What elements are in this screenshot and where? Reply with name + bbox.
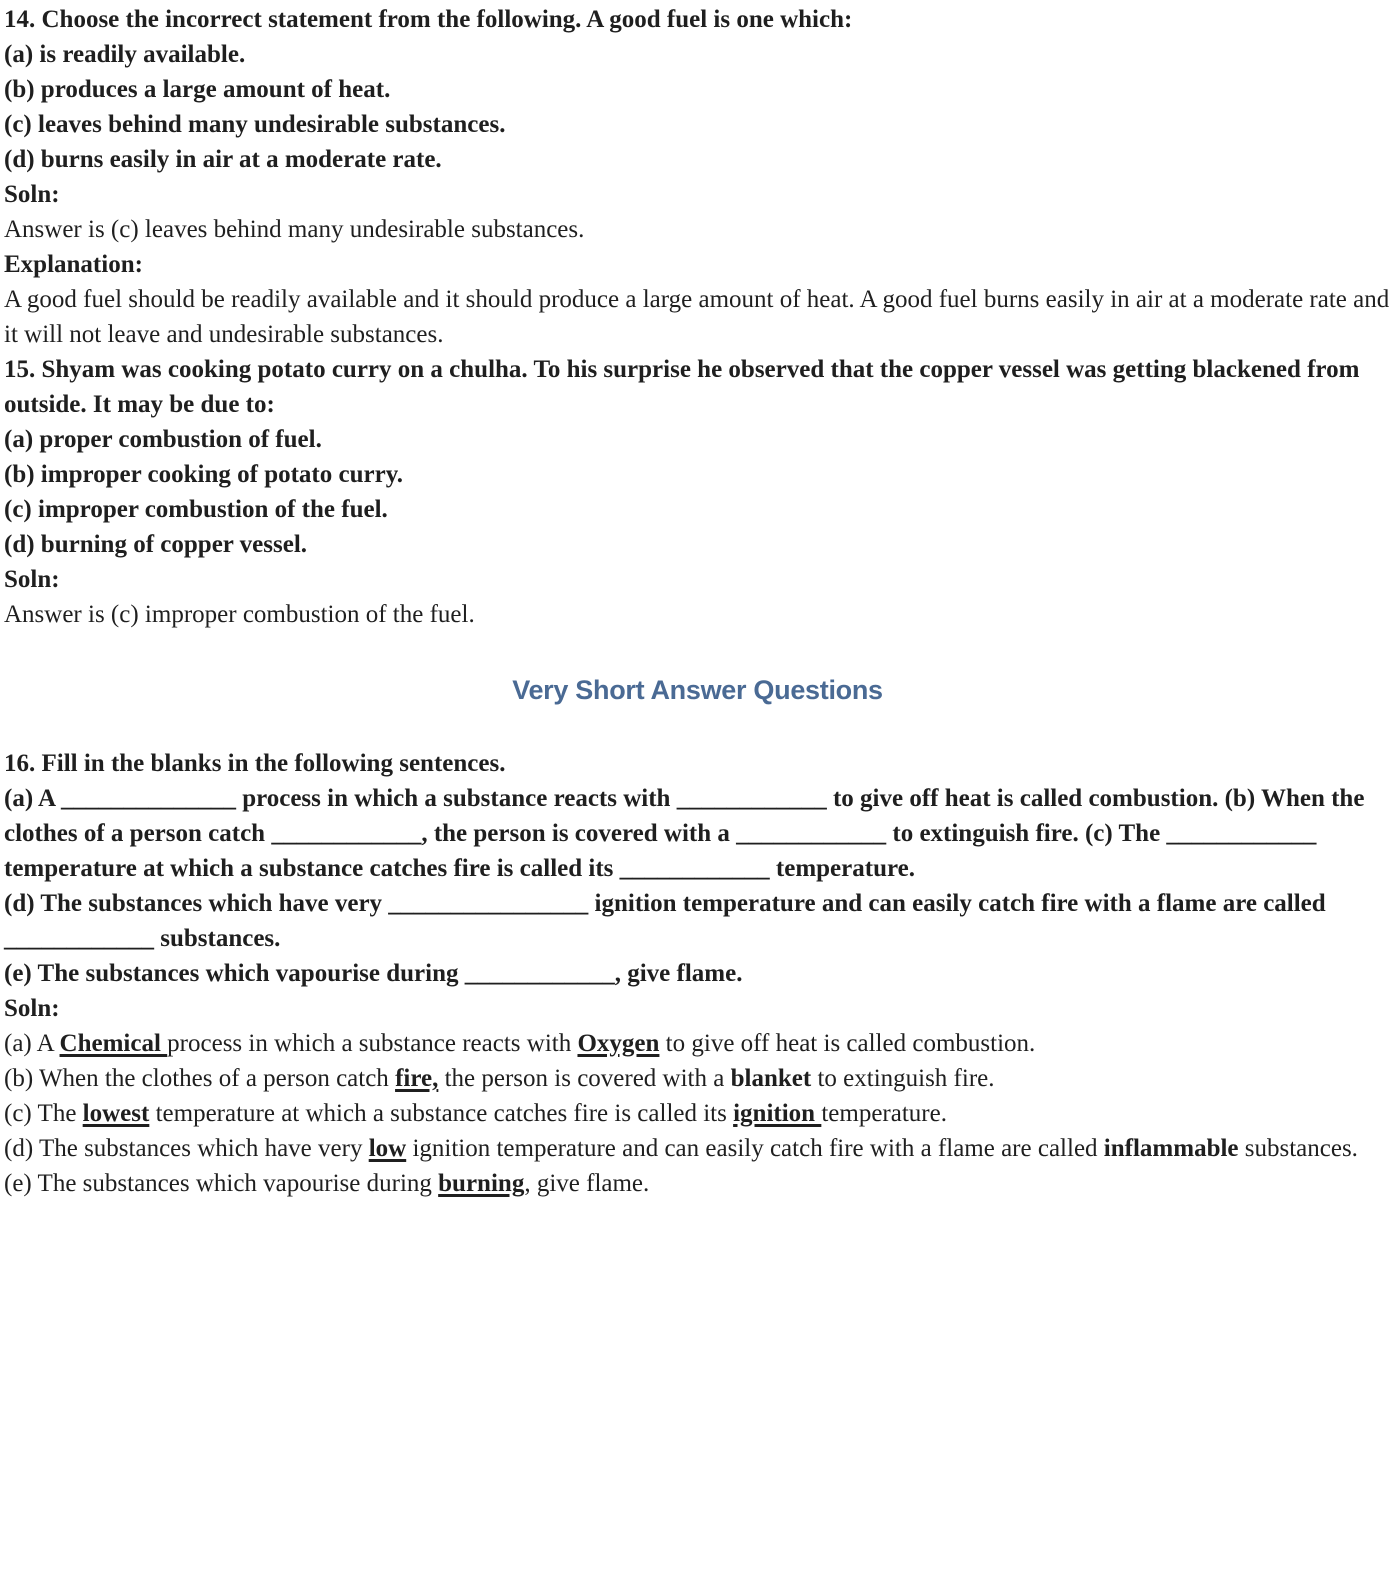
question-16-fill-e: (e) The substances which vapourise during ____________, give flame. (4, 960, 743, 987)
question-16-fill-abc: (a) A ______________ process in which a substance reacts with ____________ to give off heat is called combustion. (b) When the clothes of a person catch ____________, the person is covered with a ____________ to extinguish fire. (c) The ____________ temperature at which a substance catches fire is called its ____________ temperature. (4, 785, 1365, 882)
answer-c-keyword-2: ignition (733, 1100, 822, 1127)
question-16-answer-c (4, 1096, 1391, 1131)
answer-a-keyword-2: Oxygen (577, 1030, 660, 1057)
question-14-option-d: (d) burns easily in air at a moderate rate. (4, 146, 442, 173)
question-16-answer-e (4, 1166, 1391, 1201)
answer-c-suffix: temperature. (821, 1100, 947, 1127)
question-16-fill-d: (d) The substances which have very ________________ ignition temperature and can easily catch fire with a flame are called ____________ substances. (4, 890, 1326, 952)
answer-e-prefix: (e) The substances which vapourise during (4, 1170, 439, 1197)
answer-c-middle: temperature at which a substance catches fire is called its (149, 1100, 734, 1127)
question-16-text: 16. Fill in the blanks in the following sentences. (4, 750, 506, 777)
answer-e-keyword-1: burning (438, 1170, 525, 1197)
answer-a-suffix: to give off heat is called combustion. (659, 1030, 1036, 1057)
question-15-option-a: (a) proper combustion of fuel. (4, 426, 322, 453)
question-14-answer: Answer is (c) leaves behind many undesirable substances. (4, 216, 585, 243)
question-14-block (4, 2, 1391, 352)
answer-c-prefix: (c) The (4, 1100, 83, 1127)
question-15-option-b: (b) improper cooking of potato curry. (4, 461, 404, 488)
answer-a-prefix: (a) A (4, 1030, 60, 1057)
question-14-explanation: A good fuel should be readily available and it should produce a large amount of heat. A good fuel burns easily in air at a moderate rate and it will not leave and undesirable substances. (4, 286, 1390, 348)
answer-a-keyword-1: Chemical (59, 1030, 168, 1057)
answer-b-suffix: to extinguish fire. (811, 1065, 995, 1092)
question-15-answer: Answer is (c) improper combustion of the fuel. (4, 601, 475, 628)
question-15-soln-label: Soln: (4, 566, 60, 593)
question-16-answer-a (4, 1026, 1391, 1061)
answer-a-middle: process in which a substance reacts with (167, 1030, 578, 1057)
answer-d-prefix: (d) The substances which have very (4, 1135, 369, 1162)
section-heading: Very Short Answer Questions (512, 675, 883, 705)
answer-c-keyword-1: lowest (82, 1100, 150, 1127)
question-16-block (4, 746, 1391, 1201)
question-15-option-c: (c) improper combustion of the fuel. (4, 496, 388, 523)
answer-d-keyword-1: low (368, 1135, 407, 1162)
question-14-explanation-label: Explanation: (4, 251, 143, 278)
question-15-option-d: (d) burning of copper vessel. (4, 531, 308, 558)
answer-d-keyword-2: inflammable (1103, 1135, 1239, 1162)
question-15-block (4, 352, 1391, 632)
question-14-option-b: (b) produces a large amount of heat. (4, 76, 391, 103)
answer-e-suffix: , give flame. (524, 1170, 650, 1197)
question-15-text: 15. Shyam was cooking potato curry on a chulha. To his surprise he observed that the copper vessel was getting blackened from outside. It may be due to: (4, 356, 1360, 418)
question-14-text: 14. Choose the incorrect statement from the following. A good fuel is one which: (4, 6, 853, 33)
question-14-option-c: (c) leaves behind many undesirable substances. (4, 111, 506, 138)
answer-b-keyword-2: blanket (730, 1065, 812, 1092)
answer-b-keyword-1: fire, (395, 1065, 439, 1092)
question-16-answer-d (4, 1131, 1391, 1166)
answer-b-prefix: (b) When the clothes of a person catch (4, 1065, 396, 1092)
question-14-option-a: (a) is readily available. (4, 41, 246, 68)
question-16-answer-b (4, 1061, 1391, 1096)
question-14-soln-label: Soln: (4, 181, 60, 208)
answer-d-suffix: substances. (1238, 1135, 1358, 1162)
answer-d-middle: ignition temperature and can easily catch fire with a flame are called (406, 1135, 1104, 1162)
question-16-soln-label: Soln: (4, 995, 60, 1022)
answer-b-middle: the person is covered with a (438, 1065, 731, 1092)
